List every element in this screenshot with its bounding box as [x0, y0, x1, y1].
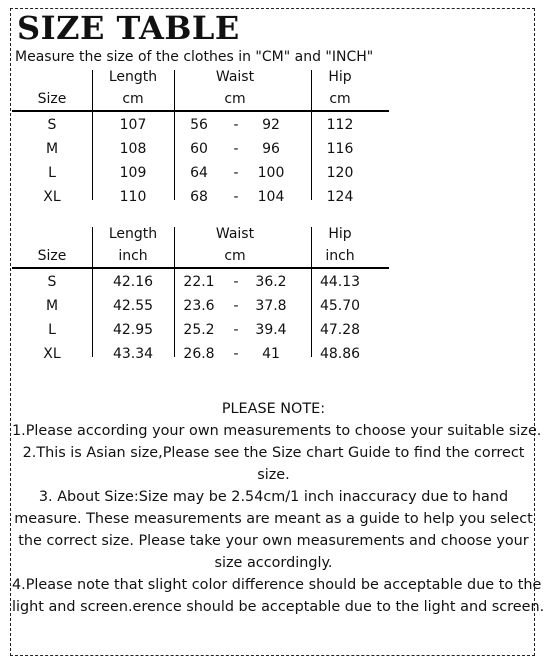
waist-header: Waist: [215, 226, 255, 242]
note-line: 3. About Size:Size may be 2.54cm/1 inch inaccuracy due to hand: [38, 489, 509, 505]
waist-min-cell: 22.1: [183, 274, 215, 290]
length-cell: 42.55: [112, 298, 154, 314]
waist-max-cell: 37.8: [255, 298, 287, 314]
waist-max-cell: 92: [262, 117, 280, 133]
length-cell: 110: [119, 189, 147, 205]
note-line: 4.Please note that slight color difference should be acceptable due to the: [12, 577, 542, 593]
length-cell: 42.16: [112, 274, 154, 290]
waist-separator: -: [233, 298, 239, 314]
size-cell: S: [47, 274, 57, 290]
length-unit: cm: [122, 91, 144, 107]
hip-cell: 116: [326, 141, 354, 157]
hip-cell: 44.13: [319, 274, 361, 290]
length-cell: 42.95: [112, 322, 154, 338]
waist-min-cell: 26.8: [183, 346, 215, 362]
waist-unit: cm: [224, 248, 246, 264]
table-header-divider: [12, 110, 389, 112]
table-header-divider: [12, 267, 389, 269]
notes-heading: PLEASE NOTE:: [221, 401, 326, 417]
size-cell: L: [48, 165, 56, 181]
waist-separator: -: [233, 346, 239, 362]
waist-separator: -: [233, 117, 239, 133]
waist-min-cell: 23.6: [183, 298, 215, 314]
waist-min-cell: 56: [190, 117, 208, 133]
note-line: light and screen.erence should be acceptable due to the light and screen.: [12, 599, 545, 615]
waist-separator: -: [233, 189, 239, 205]
size-cell: XL: [43, 189, 61, 205]
size-header: Size: [37, 248, 67, 264]
note-line: the correct size. Please take your own measurements and choose your: [18, 533, 529, 549]
waist-max-cell: 41: [262, 346, 280, 362]
waist-max-cell: 36.2: [255, 274, 287, 290]
waist-separator: -: [233, 322, 239, 338]
hip-cell: 47.28: [319, 322, 361, 338]
waist-separator: -: [233, 141, 239, 157]
hip-cell: 124: [326, 189, 354, 205]
hip-cell: 112: [326, 117, 354, 133]
length-cell: 43.34: [112, 346, 154, 362]
hip-unit: inch: [325, 248, 355, 264]
length-cell: 108: [119, 141, 147, 157]
notes-section: [12, 398, 545, 618]
hip-cell: 48.86: [319, 346, 361, 362]
hip-cell: 45.70: [319, 298, 361, 314]
waist-max-cell: 104: [257, 189, 285, 205]
waist-separator: -: [233, 165, 239, 181]
waist-min-cell: 68: [190, 189, 208, 205]
size-header: Size: [37, 91, 67, 107]
note-line: 1.Please according your own measurements to choose your suitable size.: [12, 423, 542, 439]
size-cell: M: [45, 141, 59, 157]
length-header: Length: [108, 226, 158, 242]
subtitle: Measure the size of the clothes in "CM" and "INCH": [15, 49, 374, 65]
waist-min-cell: 64: [190, 165, 208, 181]
waist-min-cell: 25.2: [183, 322, 215, 338]
note-line: size accordingly.: [214, 555, 333, 571]
hip-cell: 120: [326, 165, 354, 181]
hip-unit: cm: [329, 91, 351, 107]
length-cell: 109: [119, 165, 147, 181]
size-cell: S: [47, 117, 57, 133]
waist-header: Waist: [215, 69, 255, 85]
size-cell: M: [45, 298, 59, 314]
size-cell: L: [48, 322, 56, 338]
note-line: measure. These measurements are meant as a guide to help you select: [14, 511, 533, 527]
length-unit: inch: [118, 248, 148, 264]
page-title: SIZE TABLE: [17, 9, 240, 47]
waist-max-cell: 96: [262, 141, 280, 157]
waist-separator: -: [233, 274, 239, 290]
note-line: 2.This is Asian size,Please see the Size chart Guide to find the correct: [22, 445, 525, 461]
waist-unit: cm: [224, 91, 246, 107]
note-line: size.: [257, 467, 290, 483]
waist-min-cell: 60: [190, 141, 208, 157]
length-cell: 107: [119, 117, 147, 133]
size-cell: XL: [43, 346, 61, 362]
hip-header: Hip: [328, 69, 352, 85]
length-header: Length: [108, 69, 158, 85]
hip-header: Hip: [328, 226, 352, 242]
waist-max-cell: 39.4: [255, 322, 287, 338]
waist-max-cell: 100: [257, 165, 285, 181]
